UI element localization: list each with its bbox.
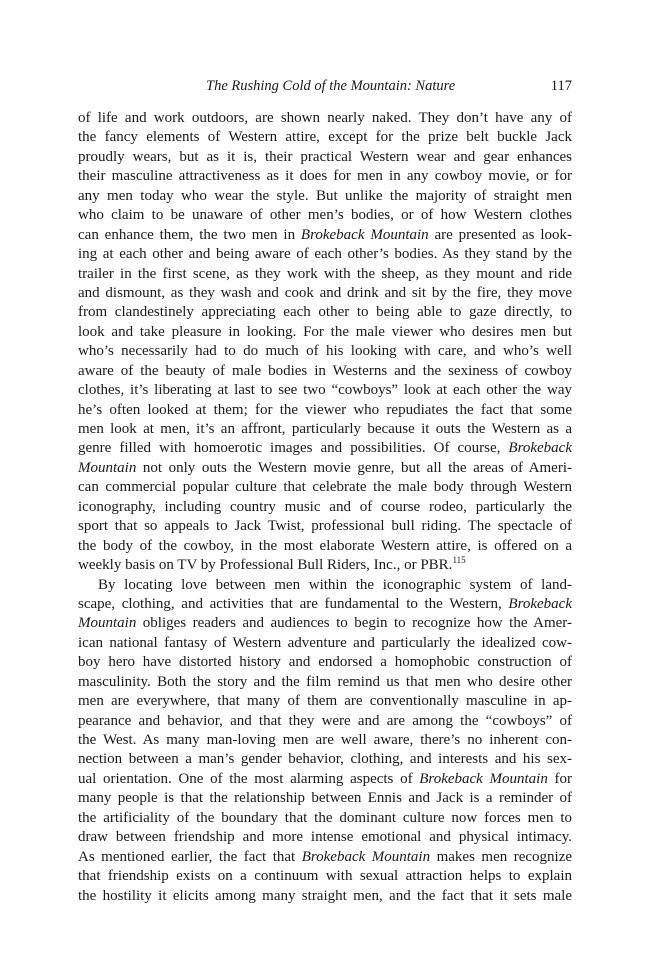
line-text: look and take pleasure in looking. For the male viewer who desires men but bbox=[78, 323, 572, 340]
line-text: genre filled with homoerotic images and possibilities. Of course, bbox=[78, 440, 509, 457]
text-line bbox=[78, 303, 572, 322]
text-line bbox=[78, 867, 572, 886]
text-line bbox=[78, 226, 572, 245]
text-line bbox=[78, 128, 572, 147]
line-text: from clandestinely appreciating each other to being able to gaze directly, to bbox=[78, 304, 572, 321]
text-line bbox=[78, 420, 572, 439]
text-line bbox=[78, 478, 572, 497]
line-text: men look at men, it’s an affront, particularly because it outs the Western as a bbox=[78, 421, 572, 437]
italic-title: Brokeback Mountain bbox=[300, 226, 429, 243]
line-text: clothes, it’s liberating at last to see two “cowboys” look at each other the way bbox=[78, 382, 572, 399]
line-text: who claim to be unaware of other men’s bodies, or of how Western clothes bbox=[78, 207, 572, 224]
line-text: are presented as look- bbox=[428, 226, 572, 243]
line-text: scape, clothing, and activities that are fundamental to the Western, bbox=[78, 595, 509, 612]
line-text: weekly basis on TV by Professional Bull Riders, Inc., or PBR. bbox=[78, 557, 453, 574]
text-line bbox=[78, 401, 572, 420]
text-line bbox=[78, 498, 572, 517]
line-text: can commercial popular culture that celebrate the male body through Western bbox=[78, 479, 572, 496]
line-text: iconography, including country music and of course rodeo, particularly the bbox=[78, 498, 572, 515]
text-line bbox=[78, 381, 572, 400]
line-text: draw between friendship and more intense emotional and physical intimacy. bbox=[78, 829, 572, 846]
text-line bbox=[78, 848, 572, 867]
text-line bbox=[78, 576, 572, 595]
text-line bbox=[78, 614, 572, 633]
line-text: makes men recognize bbox=[430, 848, 573, 865]
line-text: By locating love between men within the iconographic system of land- bbox=[98, 576, 572, 593]
text-line bbox=[78, 595, 572, 614]
text-line bbox=[78, 517, 572, 536]
text-line bbox=[78, 439, 572, 458]
line-text: the hostility it elicits among many straight men, and the fact that it sets male bbox=[78, 887, 572, 904]
line-text: their masculine attractiveness as it does for men in any cowboy movie, or for bbox=[78, 168, 572, 185]
text-line bbox=[78, 692, 572, 711]
text-line bbox=[78, 789, 572, 808]
line-text: the West. As many man-loving men are well aware, there’s no inherent con- bbox=[78, 732, 572, 748]
line-text: obliges readers and audiences to begin to recognize how the Amer- bbox=[136, 615, 572, 632]
running-header bbox=[78, 76, 572, 96]
line-text: he’s often looked at them; for the viewer who repudiates the fact that some bbox=[78, 401, 572, 418]
line-text: can enhance them, the two men in bbox=[78, 226, 301, 243]
text-line bbox=[78, 634, 572, 653]
footnote-marker: 115 bbox=[452, 555, 466, 566]
line-text: ing at each other and being aware of each other’s bodies. As they stand by the bbox=[78, 246, 572, 263]
line-text: ican national fantasy of Western adventure and particularly the idealized cow- bbox=[78, 634, 572, 651]
line-text: the body of the cowboy, in the most elaborate Western attire, is offered on a bbox=[78, 537, 572, 554]
line-text: As mentioned earlier, the fact that bbox=[78, 848, 302, 865]
text-line bbox=[78, 109, 572, 128]
line-text: ual orientation. One of the most alarming aspects of bbox=[78, 770, 420, 787]
line-text: pearance and behavior, and that they were and are among the “cowboys” of bbox=[78, 712, 572, 729]
italic-title: Brokeback bbox=[508, 440, 572, 457]
text-line bbox=[78, 459, 572, 478]
line-text: not only outs the Western movie genre, but all the areas of Ameri- bbox=[136, 459, 572, 476]
italic-title: Mountain bbox=[78, 459, 137, 476]
text-line bbox=[78, 712, 572, 731]
text-line bbox=[78, 809, 572, 828]
line-text: masculinity. Both the story and the film remind us that men who desire other bbox=[78, 673, 572, 690]
italic-title: Mountain bbox=[78, 615, 137, 632]
text-line bbox=[78, 770, 572, 789]
line-text: proudly wears, but as it is, their practical Western wear and gear enhances bbox=[78, 148, 572, 165]
line-text: many people is that the relationship between Ennis and Jack is a reminder of bbox=[78, 790, 572, 807]
text-line bbox=[78, 750, 572, 769]
line-text: aware of the beauty of male bodies in Westerns and the sexiness of cowboy bbox=[78, 362, 572, 379]
text-line bbox=[78, 887, 572, 906]
line-text: boy hero have distorted history and endorsed a homophobic construction of bbox=[78, 654, 572, 671]
text-line bbox=[78, 265, 572, 284]
line-text: the fancy elements of Western attire, except for the prize belt buckle Jack bbox=[78, 129, 572, 146]
running-title: The Rushing Cold of the Mountain: Nature bbox=[206, 78, 456, 94]
text-line bbox=[78, 323, 572, 342]
text-line bbox=[78, 653, 572, 672]
line-text: that friendship exists on a continuum with sexual attraction helps to explain bbox=[78, 868, 572, 885]
text-line bbox=[78, 537, 572, 556]
text-line bbox=[78, 245, 572, 264]
line-text: and dismount, as they wash and cook and drink and sit by the fire, they move bbox=[78, 284, 572, 301]
line-text: nection between a man’s gender behavior, clothing, and interests and his sex- bbox=[78, 751, 572, 768]
text-line bbox=[78, 187, 572, 206]
italic-title: Brokeback Mountain bbox=[301, 848, 431, 865]
page-number: 117 bbox=[550, 78, 572, 94]
text-line bbox=[78, 342, 572, 361]
line-text: any men today who wear the style. But unlike the majority of straight men bbox=[78, 187, 572, 204]
line-text: for bbox=[547, 770, 573, 787]
text-line bbox=[78, 731, 572, 750]
italic-title: Brokeback bbox=[508, 595, 572, 612]
text-line bbox=[78, 673, 572, 692]
italic-title: Brokeback Mountain bbox=[419, 770, 548, 787]
text-line bbox=[78, 828, 572, 847]
line-text: trailer in the first scene, as they work with the sheep, as they mount and ride bbox=[78, 265, 572, 282]
text-line bbox=[78, 556, 572, 575]
text-line bbox=[78, 284, 572, 303]
text-line bbox=[78, 206, 572, 225]
body-text bbox=[78, 109, 572, 906]
line-text: men are everywhere, that many of them are conventionally masculine in ap- bbox=[78, 693, 572, 710]
text-line bbox=[78, 148, 572, 167]
text-line bbox=[78, 362, 572, 381]
line-text: sport that so appeals to Jack Twist, professional bull riding. The spectacle of bbox=[78, 518, 572, 535]
line-text: of life and work outdoors, are shown nearly naked. They don’t have any of bbox=[78, 110, 572, 126]
line-text: the artificiality of the boundary that the dominant culture now forces men to bbox=[78, 809, 572, 826]
line-text: who’s necessarily had to do much of his looking with care, and who’s well bbox=[78, 343, 572, 360]
text-line bbox=[78, 167, 572, 186]
